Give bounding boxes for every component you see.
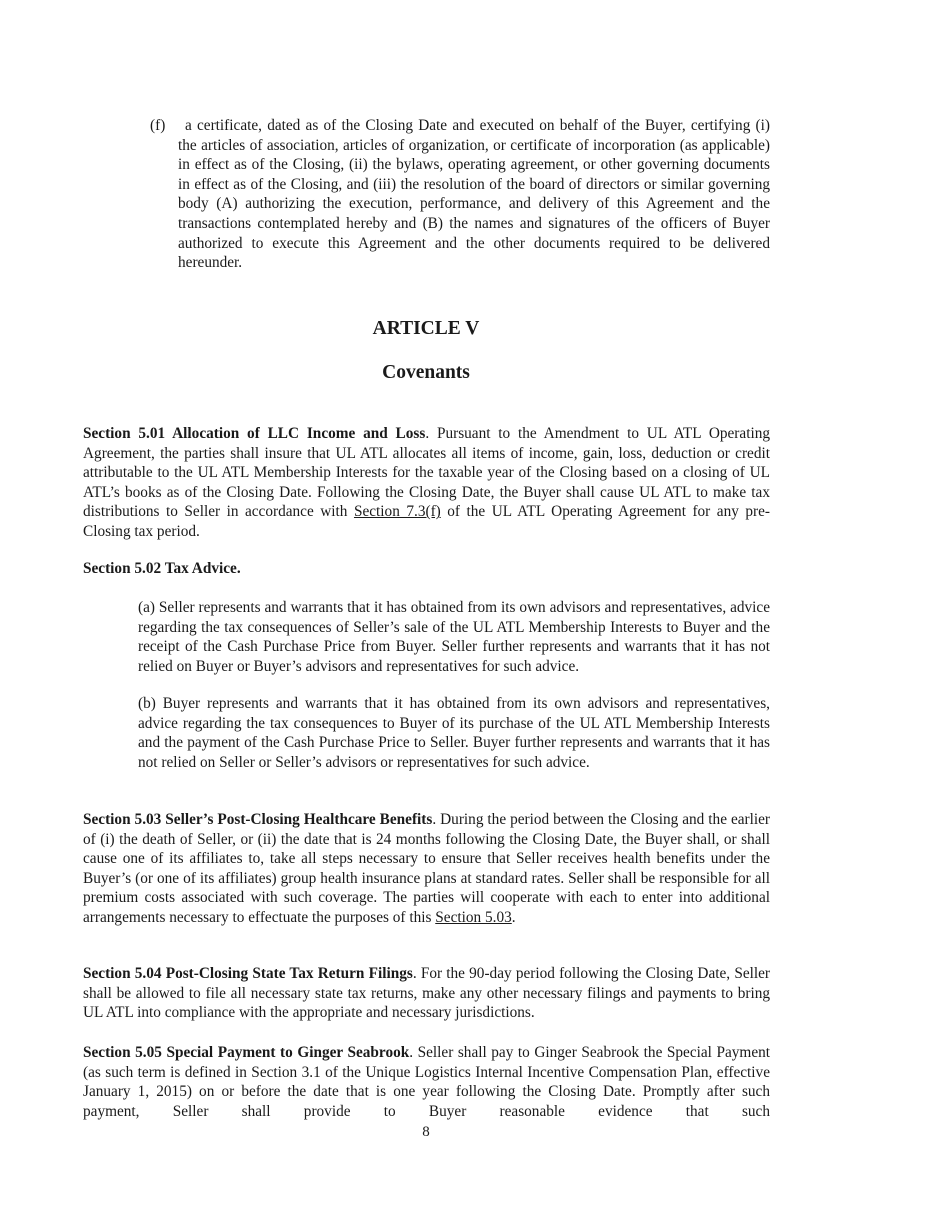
- page-number: 8: [422, 1124, 430, 1140]
- list-item-text: a certificate, dated as of the Closing Date and executed on behalf of the Buyer, certifying (i) the articles of association, articles of organization, or certificate of incorporation (as applicable) in effect as of the Closing, (ii) the bylaws, operating agreement, or other governing documents in effect as of the Closing, and (iii) the resolution of the board of directors or similar governing body (A) authorizing the execution, performance, and delivery of this Agreement and the transactions contemplated hereby and (B) the names and signatures of the officers of Buyer authorized to execute this Agreement and the other documents required to be delivered hereunder.: [178, 117, 770, 272]
- section-5-02-a: [138, 598, 770, 676]
- section-heading: Section 5.03 Seller’s Post-Closing Healthcare Benefits: [83, 811, 433, 828]
- list-item-f: [150, 116, 770, 273]
- subsection-text: (a) Seller represents and warrants that it has obtained from its own advisors and representatives, advice regarding the tax consequences of Seller’s sale of the UL ATL Membership Interests to Buyer and the receipt of the Cash Purchase Price from Buyer. Seller further represents and warrants that it has not relied on Buyer or Buyer’s advisors and representatives for such advice.: [138, 599, 770, 675]
- section-heading: Section 5.04 Post-Closing State Tax Return Filings: [83, 965, 413, 982]
- section-reference-link[interactable]: Section 5.03: [435, 908, 512, 926]
- list-item-label: (f): [150, 117, 166, 134]
- section-text: . During the period between the Closing and the earlier of (i) the death of Seller, or (ii) the date that is 24 months following the Closing Date, the Buyer shall, or shall cause one of its affiliates to, take all steps necessary to ensure that Seller receives health benefits under the Buyer’s (or one of its affiliates) group health insurance plans at standard rates. Seller shall be responsible for all premium costs associated with such coverage. The parties will cooperate with each to enter into additional arrangements necessary to effectuate the purposes of this: [83, 811, 770, 926]
- article-title: Covenants: [382, 362, 470, 383]
- section-heading: Section 5.01 Allocation of LLC Income and Loss: [83, 425, 426, 442]
- section-5-04: [83, 964, 770, 1023]
- section-text-end: .: [511, 908, 516, 926]
- section-5-02-b: [138, 694, 770, 772]
- section-heading: Section 5.05 Special Payment to Ginger Seabrook: [83, 1044, 410, 1061]
- subsection-text: (b) Buyer represents and warrants that it has obtained from its own advisors and representatives, advice regarding the tax consequences to Buyer of its purchase of the UL ATL Membership Interests and the payment of the Cash Purchase Price to Seller. Buyer further represents and warrants that it has not relied on Seller or Seller’s advisors or representatives for such advice.: [138, 695, 770, 771]
- section-5-01: [83, 424, 770, 542]
- section-5-02-heading: Section 5.02 Tax Advice.: [83, 560, 241, 577]
- section-text-end: of the UL ATL Operating Agreement for any pre-Closing tax period.: [83, 503, 770, 540]
- section-5-05: [83, 1043, 770, 1121]
- section-5-03: [83, 810, 770, 928]
- article-number: ARTICLE V: [372, 318, 480, 339]
- section-text: . For the 90-day period following the Closing Date, Seller shall be allowed to file all necessary state tax returns, make any other necessary filings and payments to bring UL ATL into compliance with the appropriate and necessary jurisdictions.: [83, 965, 770, 1022]
- section-text: . Pursuant to the Amendment to UL ATL Operating Agreement, the parties shall insure that UL ATL allocates all items of income, gain, loss, deduction or credit attributable to the UL ATL Membership Interests for the taxable year of the Closing based on a closing of UL ATL’s books as of the Closing Date. Following the Closing Date, the Buyer shall cause UL ATL to make tax distributions to Seller in accordance with: [83, 425, 770, 521]
- section-reference-link[interactable]: Section 7.3(f): [353, 503, 441, 521]
- section-text: . Seller shall pay to Ginger Seabrook the Special Payment (as such term is defined in Section 3.1 of the Unique Logistics Internal Incentive Compensation Plan, effective January 1, 2015) on or before the date that is one year following the Closing Date. Promptly after such payment, Seller shall provide to Buyer reasonable evidence that such: [83, 1044, 771, 1120]
